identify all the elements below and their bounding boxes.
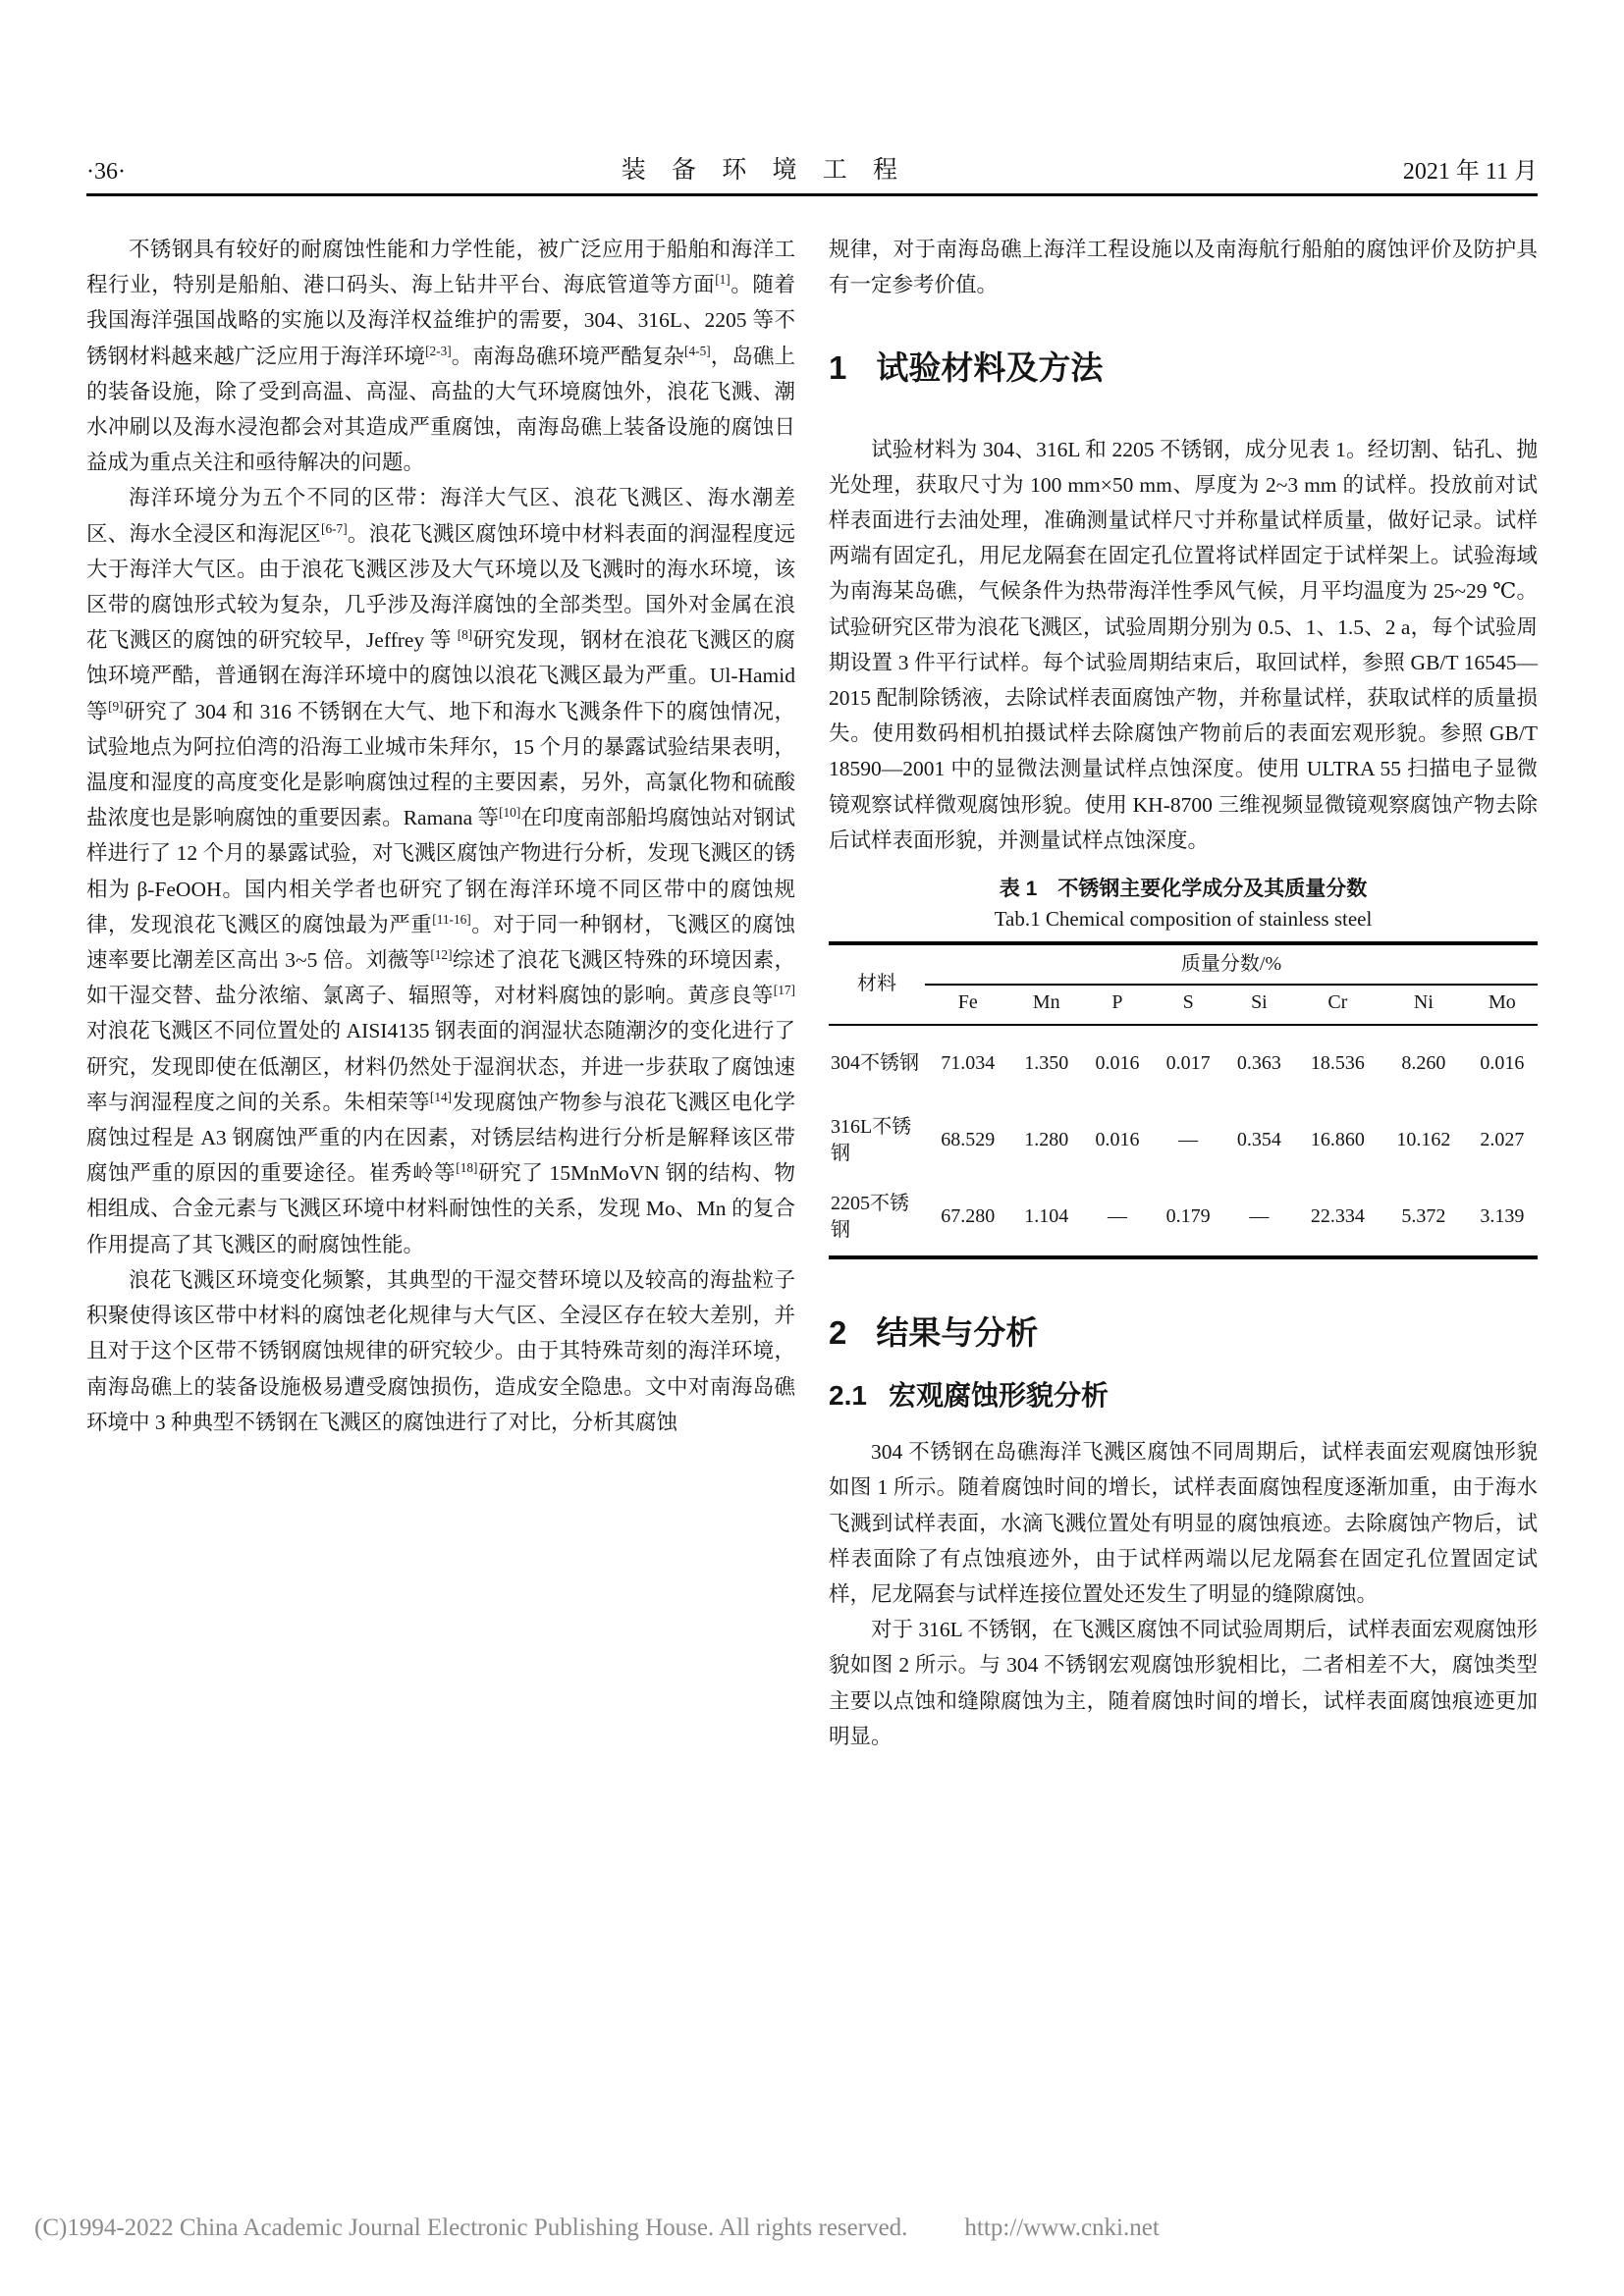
table-row — [829, 1025, 1538, 1102]
table-header-element: Ni — [1380, 985, 1467, 1025]
subsection-2-1-title: 宏观腐蚀形貌分析 — [888, 1380, 1109, 1412]
table-cell: 3.139 — [1480, 1205, 1525, 1228]
table-header-element: P — [1082, 985, 1153, 1025]
section-1-heading — [829, 347, 1538, 388]
left-column — [86, 232, 795, 1440]
table-cell-material: 2205不锈钢 — [831, 1192, 909, 1241]
table-cell: — — [1107, 1205, 1127, 1228]
table-cell: 8.260 — [1401, 1052, 1446, 1075]
journal-title: 装 备 环 境 工 程 — [621, 157, 908, 184]
subsection-2-1-number: 2.1 — [829, 1380, 867, 1412]
right-column — [829, 232, 1538, 1754]
table-cell: 0.354 — [1236, 1129, 1281, 1151]
table-cell: 68.529 — [941, 1129, 996, 1151]
section-2-number: 2 — [829, 1313, 847, 1351]
table-cell: 0.016 — [1095, 1052, 1140, 1075]
table-cell-material: 316L不锈钢 — [831, 1115, 912, 1164]
table-cell: 71.034 — [941, 1052, 996, 1075]
table-header-material: 材料 — [829, 943, 925, 1025]
table-cell-material: 304不锈钢 — [831, 1052, 919, 1075]
body-paragraph: 对于 316L 不锈钢，在飞溅区腐蚀不同试验周期后，试样表面宏观腐蚀形貌如图 2 所示。与 304 不锈钢宏观腐蚀形貌相比，二者相差不大，腐蚀类型主要以点蚀和缝隙腐蚀为主，随着腐蚀时间的增长，试样表面腐蚀痕迹更加明显。 — [829, 1618, 1538, 1748]
body-paragraph: 304 不锈钢在岛礁海洋飞溅区腐蚀不同周期后，试样表面宏观腐蚀形貌如图 1 所示。随着腐蚀时间的增长，试样表面腐蚀程度逐渐加重，由于海水飞溅到试样表面，水滴飞溅位置处有明显的腐蚀痕迹。去除腐蚀产物后，试样表面除了有点蚀痕迹外，由于试样两端以尼龙隔套在固定孔位置固定试样，尼龙隔套与试样连接位置处还发生了明显的缝隙腐蚀。 — [829, 1440, 1538, 1607]
section-2-title: 结果与分析 — [876, 1313, 1039, 1351]
page-number: ·36· — [86, 159, 126, 185]
table-cell: 5.372 — [1401, 1205, 1446, 1228]
table-1 — [829, 941, 1538, 1259]
issue-date: 2021 年 11 月 — [1402, 159, 1538, 185]
table-cell: 1.350 — [1024, 1052, 1069, 1075]
table-cell: 0.016 — [1095, 1129, 1140, 1151]
body-paragraph: 海洋环境分为五个不同的区带：海洋大气区、浪花飞溅区、海水潮差区、海水全浸区和海泥区[6-7]。浪花飞溅区腐蚀环境中材料表面的润湿程度远大于海洋大气区。由于浪花飞溅区涉及大气环境以及飞溅时的海水环境，该区带的腐蚀形式较为复杂，几乎涉及海洋腐蚀的全部类型。国外对金属在浪花飞溅区的腐蚀的研究较早，Jeffrey 等 [8]研究发现，钢材在浪花飞溅区的腐蚀环境严酷，普通钢在海洋环境中的腐蚀以浪花飞溅区最为严重。Ul-Hamid 等[9]研究了 304 和 316 不锈钢在大气、地下和海水飞溅条件下的腐蚀情况，试验地点为阿拉伯湾的沿海工业城市朱拜尔，15 个月的暴露试验结果表明，温度和湿度的高度变化是影响腐蚀过程的主要因素，另外，高氯化物和硫酸盐浓度也是影响腐蚀的重要因素。Ramana 等[10]在印度南部船坞腐蚀站对钢试样进行了 12 个月的暴露试验，对飞溅区腐蚀产物进行分析，发现飞溅区的锈相为 β-FeOOH。国内相关学者也研究了钢在海洋环境不同区带中的腐蚀规律，发现浪花飞溅区的腐蚀最为严重[11-16]。对于同一种钢材，飞溅区的腐蚀速率要比潮差区高出 3~5 倍。刘薇等[12]综述了浪花飞溅区特殊的环境因素，如干湿交替、盐分浓缩、氯离子、辐照等，对材料腐蚀的影响。黄彦良等[17]对浪花飞溅区不同位置处的 AISI4135 钢表面的润湿状态随潮汐的变化进行了研究，发现即使在低潮区，材料仍然处于湿润状态，并进一步获取了腐蚀速率与润湿程度之间的关系。朱相荣等[14]发现腐蚀产物参与浪花飞溅区电化学腐蚀过程是 A3 钢腐蚀严重的内在因素，对锈层结构进行分析是解释该区带腐蚀严重的原因的重要途径。崔秀岭等[18]研究了 15MnMoVN 钢的结构、物相组成、合金元素与飞溅区环境中材料耐蚀性的关系，发现 Mo、Mn 的复合作用提高了其飞溅区的耐腐蚀性能。 — [86, 486, 795, 1256]
body-paragraph: 试验材料为 304、316L 和 2205 不锈钢，成分见表 1。经切割、钻孔、抛光处理，获取尺寸为 100 mm×50 mm、厚度为 2~3 mm 的试样。投放前对试样表面进行去油处理，准确测量试样尺寸并称量试样质量，做好记录。试样两端有固定孔，用尼龙隔套在固定孔位置将试样固定于试样架上。试验海域为南海某岛礁，气候条件为热带海洋性季风气候，月平均温度为 25~29 ℃。试验研究区带为浪花飞溅区，试验周期分别为 0.5、1、1.5、2 a，每个试验周期设置 3 件平行试样。每个试验周期结束后，取回试样，参照 GB/T 16545—2015 配制除锈液，去除试样表面腐蚀产物，并称量试样，获取试样的质量损失。使用数码相机拍摄试样去除腐蚀产物前后的表面宏观形貌。参照 GB/T 18590—2001 中的显微法测量试样点蚀深度。使用 ULTRA 55 扫描电子显微镜观察试样微观腐蚀形貌。使用 KH-8700 三维视频显微镜观察腐蚀产物去除后试样表面形貌，并测量试样点蚀深度。 — [829, 437, 1538, 852]
table-cell: — — [1249, 1205, 1270, 1228]
table-cell: 0.363 — [1236, 1052, 1281, 1075]
body-paragraph: 不锈钢具有较好的耐腐蚀性能和力学性能，被广泛应用于船舶和海洋工程行业，特别是船舶、港口码头、海上钻井平台、海底管道等方面[1]。随着我国海洋强国战略的实施以及海洋权益维护的需要，304、316L、2205 等不锈钢材料越来越广泛应用于海洋环境[2-3]。南海岛礁环境严酷复杂[4-5]，岛礁上的装备设施，除了受到高温、高湿、高盐的大气环境腐蚀外，浪花飞溅、潮水冲刷以及海水浸泡都会对其造成严重腐蚀，南海岛礁上装备设施的腐蚀日益成为重点关注和亟待解决的问题。 — [86, 238, 795, 475]
table-1-caption-en: Tab.1 Chemical composition of stainless steel — [994, 906, 1373, 931]
table-cell: 1.104 — [1024, 1205, 1069, 1228]
table-header-element: Si — [1223, 985, 1294, 1025]
table-1-block — [829, 874, 1538, 1259]
table-cell: 22.334 — [1310, 1205, 1365, 1228]
running-head — [86, 145, 1538, 196]
table-1-caption-zh: 表 1 不锈钢主要化学成分及其质量分数 — [999, 878, 1368, 901]
table-header-element: Cr — [1295, 985, 1381, 1025]
subsection-2-1-heading — [829, 1378, 1538, 1413]
table-cell: 18.536 — [1310, 1052, 1365, 1075]
copyright-text: (C)1994-2022 China Academic Journal Electronic Publishing House. All rights reserved. — [34, 2215, 908, 2241]
table-cell: 67.280 — [941, 1205, 996, 1228]
table-cell: 10.162 — [1396, 1129, 1451, 1151]
body-paragraph: 浪花飞溅区环境变化频繁，其典型的干湿交替环境以及较高的海盐粒子积聚使得该区带中材料的腐蚀老化规律与大气区、全浸区存在较大差别，并且对于这个区带不锈钢腐蚀规律的研究较少。由于其特殊苛刻的海洋环境，南海岛礁上的装备设施极易遭受腐蚀损伤，造成安全隐患。文中对南海岛礁环境中 3 种典型不锈钢在飞溅区的腐蚀进行了对比，分析其腐蚀 — [86, 1267, 795, 1434]
section-1-number: 1 — [829, 349, 847, 387]
table-cell: 0.016 — [1480, 1052, 1525, 1075]
table-cell: 0.179 — [1165, 1205, 1211, 1228]
section-2-heading — [829, 1312, 1538, 1353]
section-1-title: 试验材料及方法 — [876, 349, 1104, 387]
cnki-url: http://www.cnki.net — [964, 2215, 1160, 2241]
table-header-element: S — [1153, 985, 1223, 1025]
table-header-element: Mn — [1011, 985, 1082, 1025]
table-cell: 16.860 — [1310, 1129, 1365, 1151]
table-cell: 1.280 — [1024, 1129, 1069, 1151]
table-row — [829, 1179, 1538, 1257]
table-header-element: Fe — [925, 985, 1011, 1025]
table-cell: 0.017 — [1165, 1052, 1211, 1075]
table-row — [829, 1102, 1538, 1179]
copyright-footer — [34, 2215, 1160, 2242]
table-header-mass-fraction: 质量分数/% — [925, 943, 1538, 985]
body-paragraph: 规律，对于南海岛礁上海洋工程设施以及南海航行船舶的腐蚀评价及防护具有一定参考价值。 — [829, 238, 1538, 297]
table-cell: 2.027 — [1480, 1129, 1525, 1151]
table-header-element: Mo — [1467, 985, 1538, 1025]
table-cell: — — [1178, 1129, 1199, 1151]
